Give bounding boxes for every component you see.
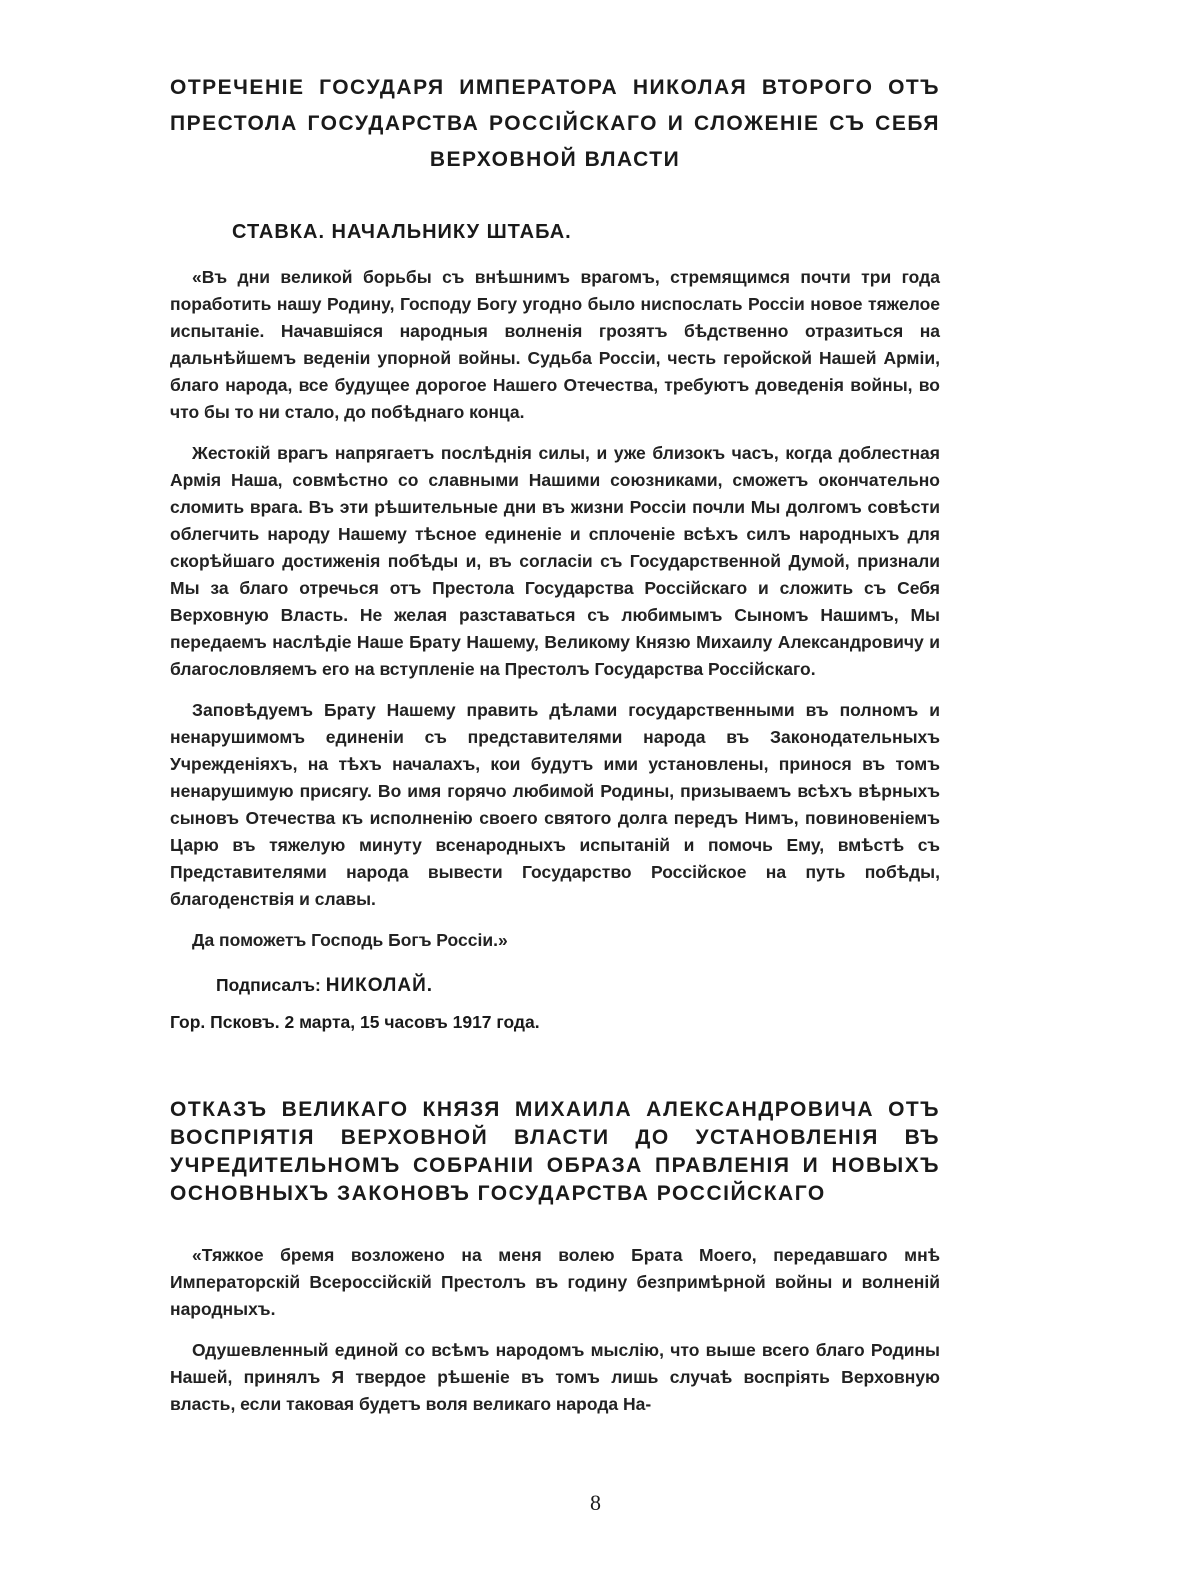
- section1-subhead: СТАВКА. НАЧАЛЬНИКУ ШТАБА.: [232, 221, 572, 243]
- signed-name: НИКОЛАЙ.: [325, 975, 434, 996]
- section1-title: ОТРЕЧЕНІЕ ГОСУДАРЯ ИМПЕРАТОРА НИКОЛАЯ ВТОРОГО ОТЪ ПРЕСТОЛА ГОСУДАРСТВА РОССІЙСКАГО И СЛОЖЕНІЕ СЪ СЕБЯ ВЕРХОВНОЙ ВЛАСТИ: [170, 76, 940, 171]
- section1-paragraph-1: «Въ дни великой борьбы съ внѣшнимъ врагомъ, стремящимся почти три года поработить нашу Родину, Господу Богу угодно было ниспослать Россіи новое тяжелое испытаніе. Начавшіяся народныя волненія грозятъ бѣдственно отразиться на дальнѣйшемъ веденіи упорной войны. Судьба Россіи, честь геройской Нашей Арміи, благо народа, все будущее дорогое Нашего Отечества, требуютъ доведенія войны, во что бы то ни стало, до побѣднаго конца.: [170, 267, 940, 422]
- document-page: [170, 70, 940, 1418]
- signed-label: Подписалъ:: [216, 975, 321, 995]
- signature-line: [216, 972, 940, 999]
- place-date: Гор. Псковъ. 2 марта, 15 часовъ 1917 года.: [170, 1012, 540, 1032]
- section1-paragraph-4: Да поможетъ Господь Богъ Россіи.»: [192, 930, 508, 950]
- section2: [170, 1096, 940, 1418]
- section2-paragraph-1: «Тяжкое бремя возложено на меня волею Брата Моего, передавшаго мнѣ Императорскій Всероссійскій Престолъ въ годину безпримѣрной войны и волненій народныхъ.: [170, 1245, 940, 1319]
- section1-paragraph-2: Жестокій врагъ напрягаетъ послѣднія силы, и уже близокъ часъ, когда доблестная Армія Наша, совмѣстно со славными Нашими союзниками, сможетъ окончательно сломить врага. Въ эти рѣшительные дни въ жизни Россіи почли Мы долгомъ совѣсти облегчить народу Нашему тѣсное единеніе и сплоченіе всѣхъ силъ народныхъ для скорѣйшаго достиженія побѣды и, въ согласіи съ Государственной Думой, признали Мы за благо отречься отъ Престола Государства Россійскаго и сложить съ Себя Верховную Власть. Не желая разставаться съ любимымъ Сыномъ Нашимъ, Мы передаемъ наслѣдіе Наше Брату Нашему, Великому Князю Михаилу Александровичу и благословляемъ его на вступленіе на Престолъ Государства Россійскаго.: [170, 443, 940, 679]
- section2-paragraph-2: Одушевленный единой со всѣмъ народомъ мыслію, что выше всего благо Родины Нашей, принялъ Я твердое рѣшеніе въ томъ лишь случаѣ воспріять Верховную власть, если таковая будетъ воля великаго народа На-: [170, 1340, 940, 1414]
- section2-title: ОТКАЗЪ ВЕЛИКАГО КНЯЗЯ МИХАИЛА АЛЕКСАНДРОВИЧА ОТЪ ВОСПРІЯТІЯ ВЕРХОВНОЙ ВЛАСТИ ДО УСТАНОВЛЕНІЯ ВЪ УЧРЕДИТЕЛЬНОМЪ СОБРАНІИ ОБРАЗА ПРАВЛЕНІЯ И НОВЫХЪ ОСНОВНЫХЪ ЗАКОНОВЪ ГОСУДАРСТВА РОССІЙСКАГО: [170, 1098, 940, 1205]
- page-number: 8: [590, 1490, 601, 1515]
- section1-paragraph-3: Заповѣдуемъ Брату Нашему править дѣлами государственными въ полномъ и ненарушимомъ единеніи съ представителями народа въ Законодательныхъ Учрежденіяхъ, на тѣхъ началахъ, кои будутъ ими установлены, принося въ томъ ненарушимую присягу. Во имя горячо любимой Родины, призываемъ всѣхъ вѣрныхъ сыновъ Отечества къ исполненію своего святого долга передъ Нимъ, повиновеніемъ Царю въ тяжелую минуту всенародныхъ испытаній и помочь Ему, вмѣстѣ съ Представителями народа вывести Государство Россійское на путь побѣды, благоденствія и славы.: [170, 700, 940, 909]
